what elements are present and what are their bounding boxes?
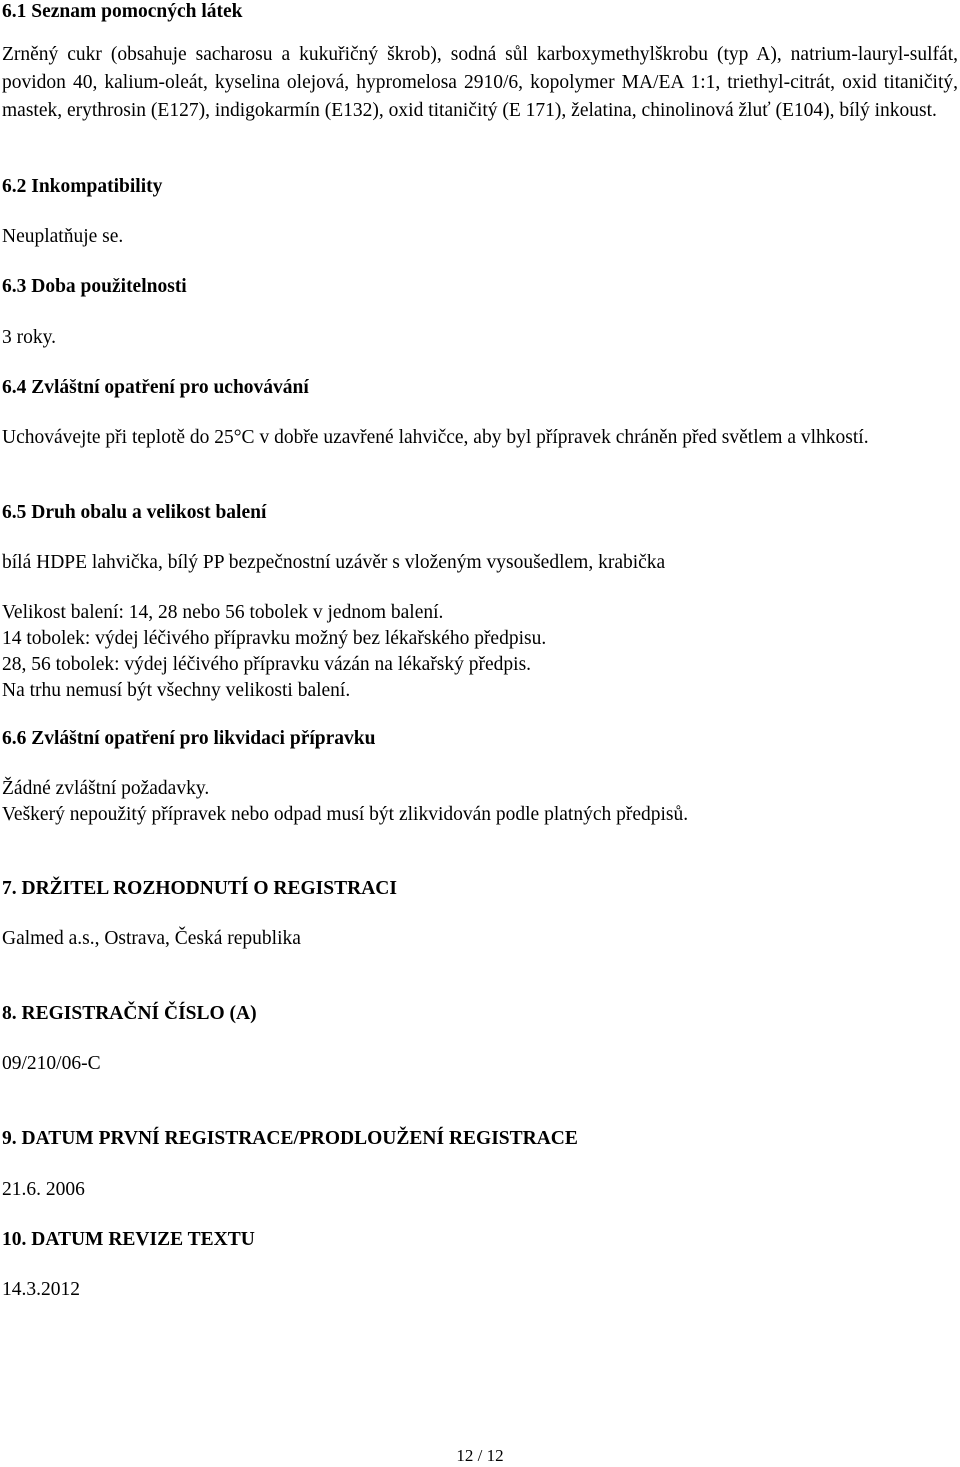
section-6-4-heading: 6.4 Zvláštní opatření pro uchovávání	[2, 377, 309, 398]
section-6-1-heading: 6.1 Seznam pomocných látek	[2, 1, 243, 22]
section-8-text: 09/210/06-C	[2, 1053, 101, 1074]
pack-availability-line: Na trhu nemusí být všechny velikosti balení.	[2, 680, 351, 701]
section-9-text: 21.6. 2006	[2, 1179, 85, 1200]
section-6-5-text: bílá HDPE lahvička, bílý PP bezpečnostní uzávěr s vloženým vysoušedlem, krabička	[2, 552, 666, 573]
section-8-heading: 8. REGISTRAČNÍ ČÍSLO (A)	[2, 1003, 257, 1024]
pack-sizes-line: Velikost balení: 14, 28 nebo 56 tobolek v jednom balení.	[2, 602, 444, 623]
section-6-6-text	[2, 776, 958, 828]
section-10-heading: 10. DATUM REVIZE TEXTU	[2, 1229, 255, 1250]
section-6-5-pack-info	[2, 600, 958, 704]
section-6-4-text: Uchovávejte při teplotě do 25°C v dobře uzavřené lahvičce, aby byl přípravek chráněn před světlem a vlhkostí.	[2, 427, 869, 448]
disposal-line-2: Veškerý nepoužitý přípravek nebo odpad musí být zlikvidován podle platných předpisů.	[2, 804, 689, 825]
section-10-text: 14.3.2012	[2, 1279, 80, 1300]
section-6-1-text: Zrněný cukr (obsahuje sacharosu a kukuřičný škrob), sodná sůl karboxymethylškrobu (typ A), natrium-lauryl-sulfát, povidon 40, kalium-oleát, kyselina olejová, hypromelosa 2910/6, kopolymer MA/EA 1:1, triethyl-citrát, oxid titaničitý, mastek, erythrosin (E127), indigokarmín (E132), oxid titaničitý (E 171), želatina, chinolinová žluť (E104), bílý inkoust.	[2, 44, 958, 121]
section-7-text: Galmed a.s., Ostrava, Česká republika	[2, 928, 301, 949]
pack-28-56-dispensing-line: 28, 56 tobolek: výdej léčivého přípravku vázán na lékařský předpis.	[2, 654, 532, 675]
pack-14-dispensing-line: 14 tobolek: výdej léčivého přípravku možný bez lékařského předpisu.	[2, 628, 547, 649]
disposal-line-1: Žádné zvláštní požadavky.	[2, 778, 210, 799]
section-6-3-text: 3 roky.	[2, 327, 56, 348]
section-9-heading: 9. DATUM PRVNÍ REGISTRACE/PRODLOUŽENÍ REGISTRACE	[2, 1128, 578, 1149]
section-6-6-heading: 6.6 Zvláštní opatření pro likvidaci přípravku	[2, 728, 376, 749]
section-6-5-heading: 6.5 Druh obalu a velikost balení	[2, 502, 267, 523]
section-6-3-heading: 6.3 Doba použitelnosti	[2, 276, 187, 297]
page-number: 12 / 12	[456, 1446, 504, 1465]
section-6-2-text: Neuplatňuje se.	[2, 226, 124, 247]
section-6-2-heading: 6.2 Inkompatibility	[2, 176, 163, 197]
section-7-heading: 7. DRŽITEL ROZHODNUTÍ O REGISTRACI	[2, 878, 397, 899]
